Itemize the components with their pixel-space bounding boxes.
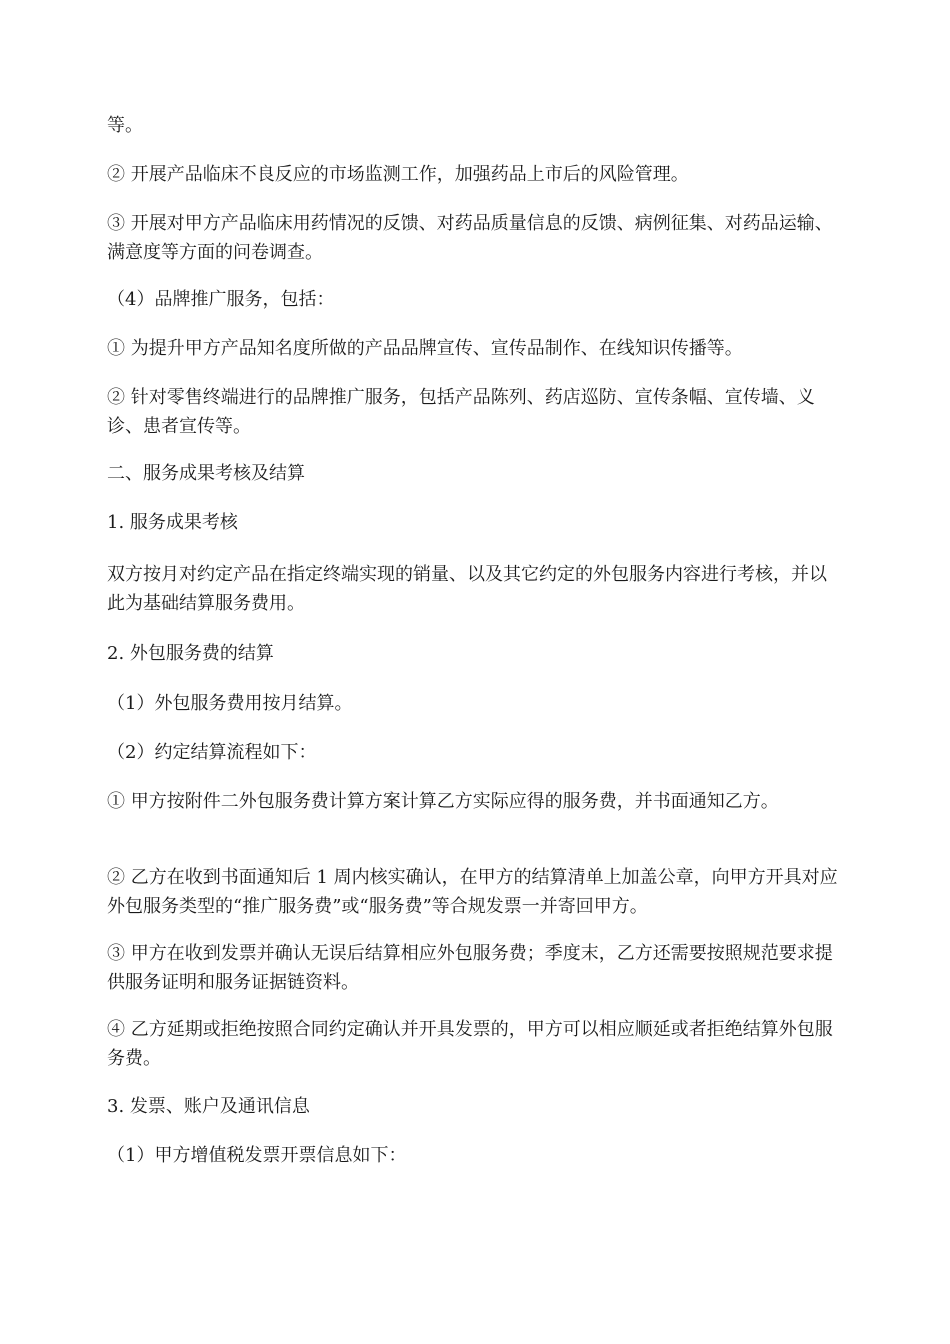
subsection-heading: 1. 服务成果考核 <box>107 512 238 533</box>
section-heading: 二、服务成果考核及结算 <box>107 463 305 484</box>
paragraph-subheading: （1）甲方增值税发票开票信息如下： <box>107 1145 407 1166</box>
paragraph-item: ① 为提升甲方产品知名度所做的产品品牌宣传、宣传品制作、在线知识传播等。 <box>107 338 743 359</box>
paragraph-item: ③ 开展对甲方产品临床用药情况的反馈、对药品质量信息的反馈、病例征集、对药品运输、满意度等方面的问卷调查。 <box>107 213 833 263</box>
paragraph-item: ② 乙方在收到书面通知后 1 周内核实确认，在甲方的结算清单上加盖公章，向甲方开具对应外包服务类型的“推广服务费”或“服务费”等合规发票一并寄回甲方。 <box>107 867 838 917</box>
subsection-heading: 2. 外包服务费的结算 <box>107 643 274 664</box>
paragraph-subheading: （4）品牌推广服务，包括： <box>107 289 335 310</box>
paragraph-item: ② 开展产品临床不良反应的市场监测工作，加强药品上市后的风险管理。 <box>107 164 689 185</box>
paragraph-continuation: 等。 <box>107 115 143 136</box>
paragraph-body: 双方按月对约定产品在指定终端实现的销量、以及其它约定的外包服务内容进行考核，并以此为基础结算服务费用。 <box>107 564 827 614</box>
paragraph-item: ④ 乙方延期或拒绝按照合同约定确认并开具发票的，甲方可以相应顺延或者拒绝结算外包服务费。 <box>107 1019 833 1069</box>
subsection-heading: 3. 发票、账户及通讯信息 <box>107 1096 310 1117</box>
paragraph-item: ③ 甲方在收到发票并确认无误后结算相应外包服务费；季度末，乙方还需要按照规范要求提供服务证明和服务证据链资料。 <box>107 943 833 993</box>
paragraph-subheading: （1）外包服务费用按月结算。 <box>107 693 353 714</box>
paragraph-subheading: （2）约定结算流程如下： <box>107 742 317 763</box>
paragraph-item: ① 甲方按附件二外包服务费计算方案计算乙方实际应得的服务费，并书面通知乙方。 <box>107 791 779 812</box>
paragraph-item: ② 针对零售终端进行的品牌推广服务，包括产品陈列、药店巡防、宣传条幅、宣传墙、义诊、患者宣传等。 <box>107 387 815 437</box>
